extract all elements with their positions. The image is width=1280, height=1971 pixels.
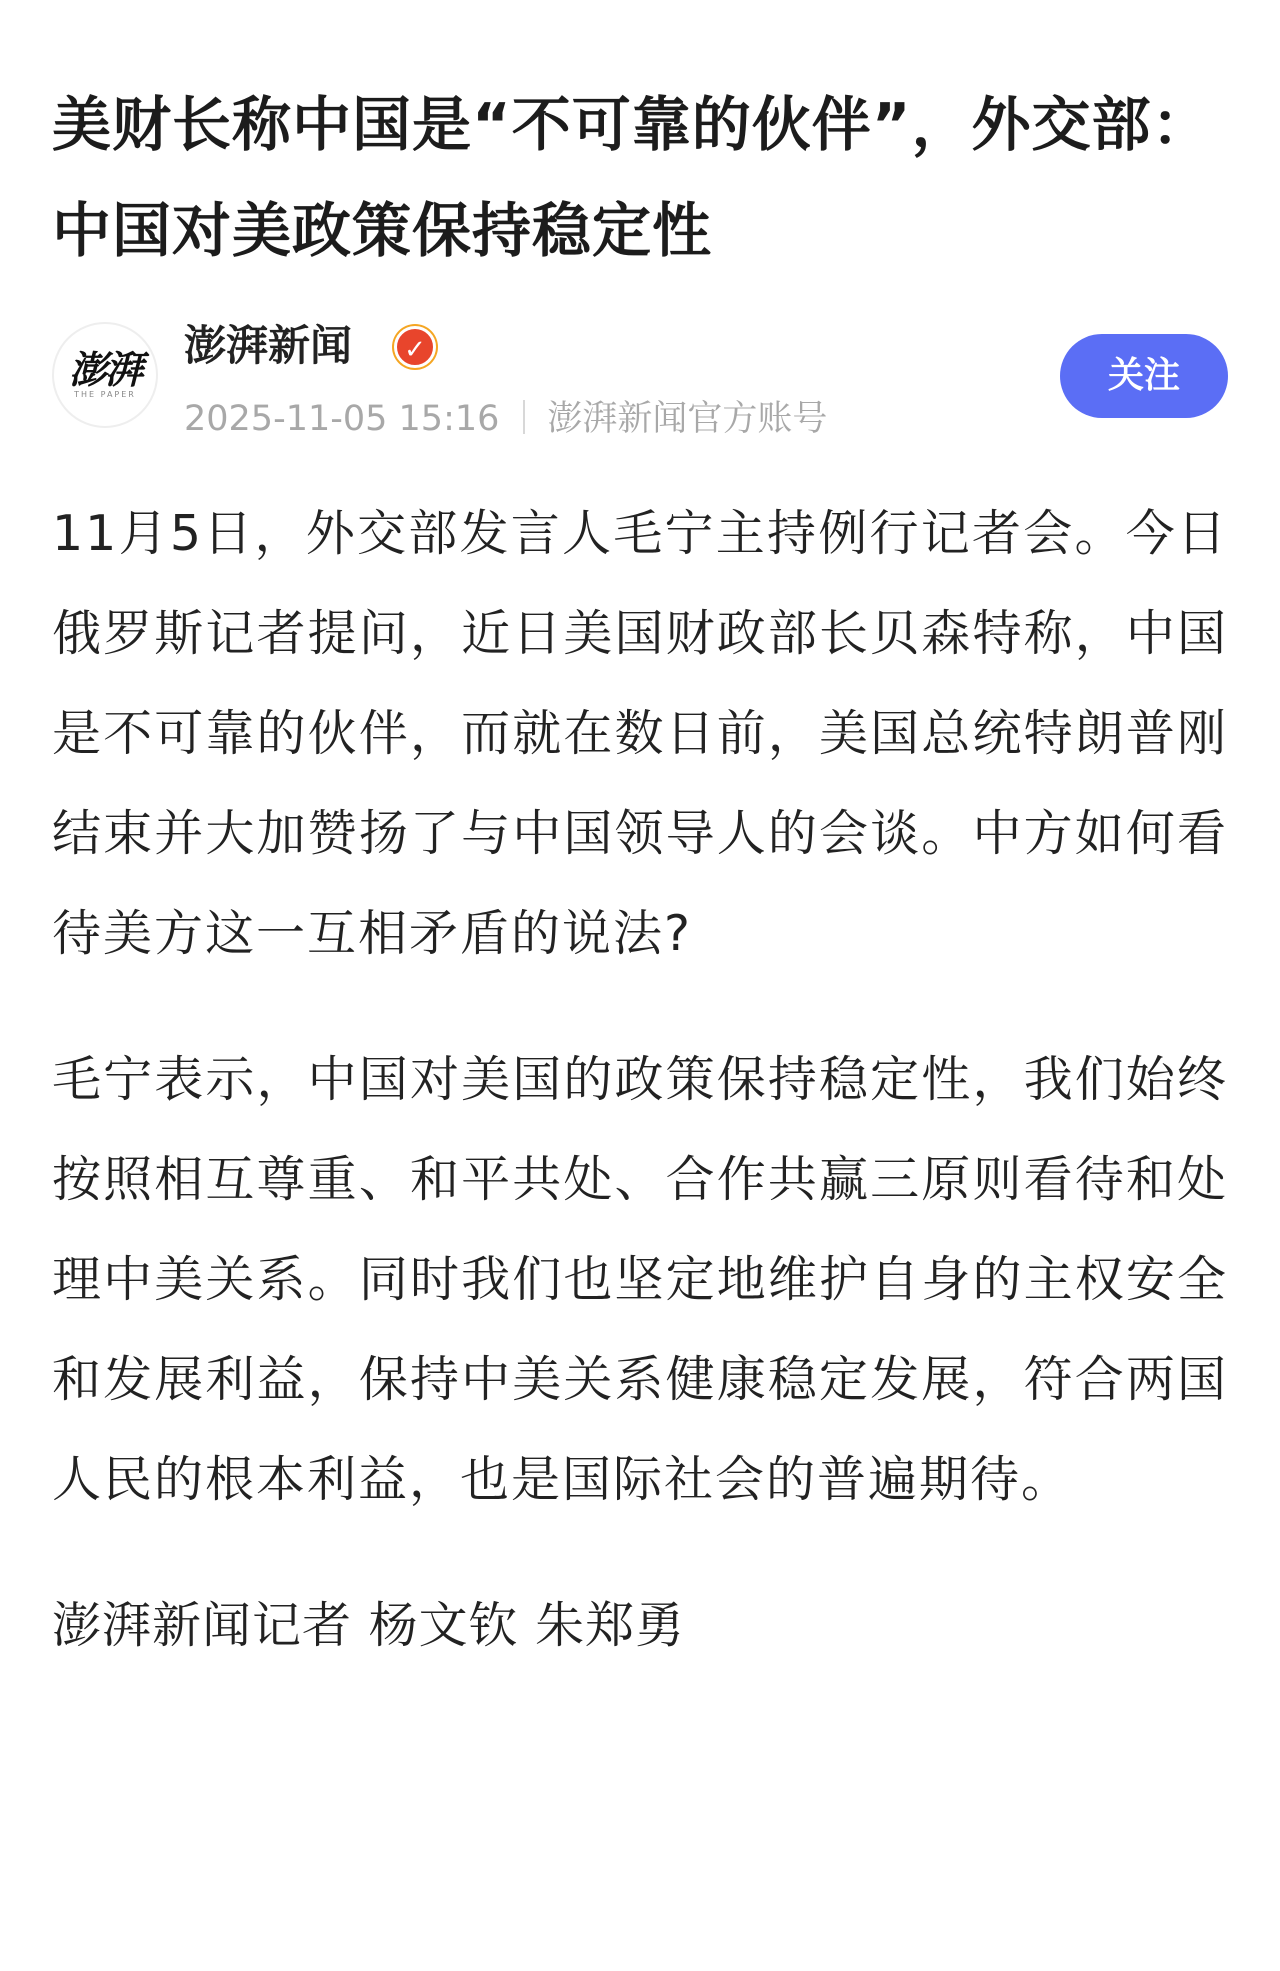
reporter-byline: 澎湃新闻记者 杨文钦 朱郑勇 [52,1597,686,1654]
account-type-label: 澎湃新闻官方账号 [547,399,828,439]
publisher-avatar[interactable] [52,322,158,428]
author-bar [52,318,1228,458]
meta-divider [523,400,525,434]
article-body [52,484,1228,1676]
publish-timestamp: 2025-11-05 15:16 [184,399,500,439]
avatar-logo-text: 澎湃 [68,347,141,392]
avatar-logo-subtext: THE PAPER [74,390,136,399]
verified-check-icon: ✓ [394,326,436,368]
article-page [52,72,1228,1676]
body-paragraph: 毛宁表示，中国对美国的政策保持稳定性，我们始终按照相互尊重、和平共处、合作共赢三原则看待和处理中美关系。同时我们也坚定地维护自身的主权安全和发展利益，保持中美关系健康稳定发展，符合两国人民的根本利益，也是国际社会的普遍期待。 [52,1051,1228,1508]
publish-meta [184,396,827,442]
follow-button[interactable]: 关注 [1060,334,1228,418]
article-headline: 美财长称中国是“不可靠的伙伴”，外交部：中国对美政策保持稳定性 [52,90,1212,265]
body-paragraph: 11月5日，外交部发言人毛宁主持例行记者会。今日俄罗斯记者提问，近日美国财政部长贝森特称，中国是不可靠的伙伴，而就在数日前，美国总统特朗普刚结束并大加赞扬了与中国领导人的会谈。中方如何看待美方这一互相矛盾的说法? [52,505,1228,962]
publisher-name[interactable]: 澎湃新闻 [184,321,353,370]
